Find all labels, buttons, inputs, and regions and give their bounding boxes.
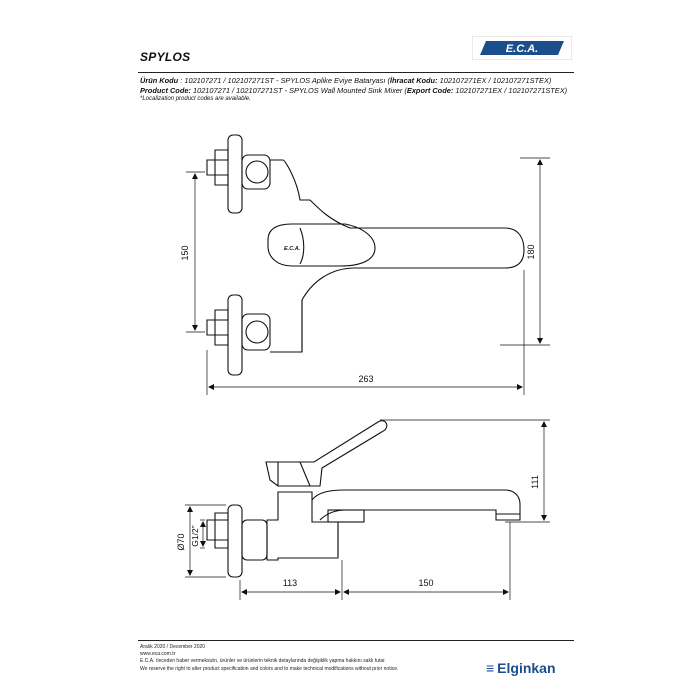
dim-111: 111 xyxy=(530,475,540,489)
export-code-en-label: Export Code: xyxy=(406,86,454,95)
product-code-tr-label: Ürün Kodu xyxy=(140,76,179,85)
lower-connector xyxy=(207,310,228,345)
eca-logo-text: E.C.A. xyxy=(505,43,539,55)
export-code-en-text: 102107271EX / 102107271STEX) xyxy=(453,86,568,95)
mixer-body xyxy=(270,160,524,352)
footer-website: www.eca.com.tr xyxy=(140,651,176,657)
product-code-en-label: Product Code: xyxy=(140,86,191,95)
front-view xyxy=(207,135,524,375)
side-body xyxy=(267,492,338,560)
dim-113: 113 xyxy=(282,578,298,588)
dealer-e-icon: ≡ xyxy=(486,660,495,676)
localization-note: *Localization product codes are available. xyxy=(140,96,251,102)
dim-263: 263 xyxy=(358,374,374,384)
front-dimensions xyxy=(186,158,550,395)
dim-150-vertical: 150 xyxy=(180,245,190,261)
upper-connector xyxy=(207,150,228,185)
dim-thread-g12: G1/2" xyxy=(190,525,200,547)
dim-150-horizontal: 150 xyxy=(418,578,434,588)
dealer-logo xyxy=(486,660,556,676)
footer-date: Aralık 2020 / December 2020 xyxy=(140,644,206,650)
side-lever xyxy=(266,421,387,486)
product-code-tr-text: : 102107271 / 102107271ST - SPYLOS Aplike Eviye Bataryası ( xyxy=(178,76,390,85)
dim-diameter-70: Ø70 xyxy=(176,533,186,551)
product-code-en-text: 102107271 / 102107271ST - SPYLOS Wall Mounted Sink Mixer ( xyxy=(190,86,407,95)
dealer-name: Elginkan xyxy=(497,660,556,676)
footer-rule xyxy=(138,640,574,641)
side-wall-flange xyxy=(228,505,242,577)
handle-logo: E.C.A. xyxy=(284,246,301,252)
upper-wall-flange xyxy=(228,135,242,213)
side-view xyxy=(207,421,520,577)
dim-180: 180 xyxy=(526,244,536,260)
spout xyxy=(312,490,520,520)
footer-notice-tr: E.C.A. önceden haber vermeksizin, ürünler ve ürünlerin teknik detaylarında değişiklik yapma hakkını saklı tutar. xyxy=(140,658,386,664)
lever-handle xyxy=(268,224,375,266)
side-connector xyxy=(207,513,228,548)
footer-notice-en: We reserve the right to alter product specification and colors and to make technical modifications without prior notice. xyxy=(140,666,399,672)
export-code-tr-label: İhracat Kodu: xyxy=(389,76,438,85)
product-title: SPYLOS xyxy=(140,50,191,64)
lower-wall-flange xyxy=(228,295,242,375)
export-code-tr-text: 102107271EX / 102107271STEX) xyxy=(437,76,552,85)
